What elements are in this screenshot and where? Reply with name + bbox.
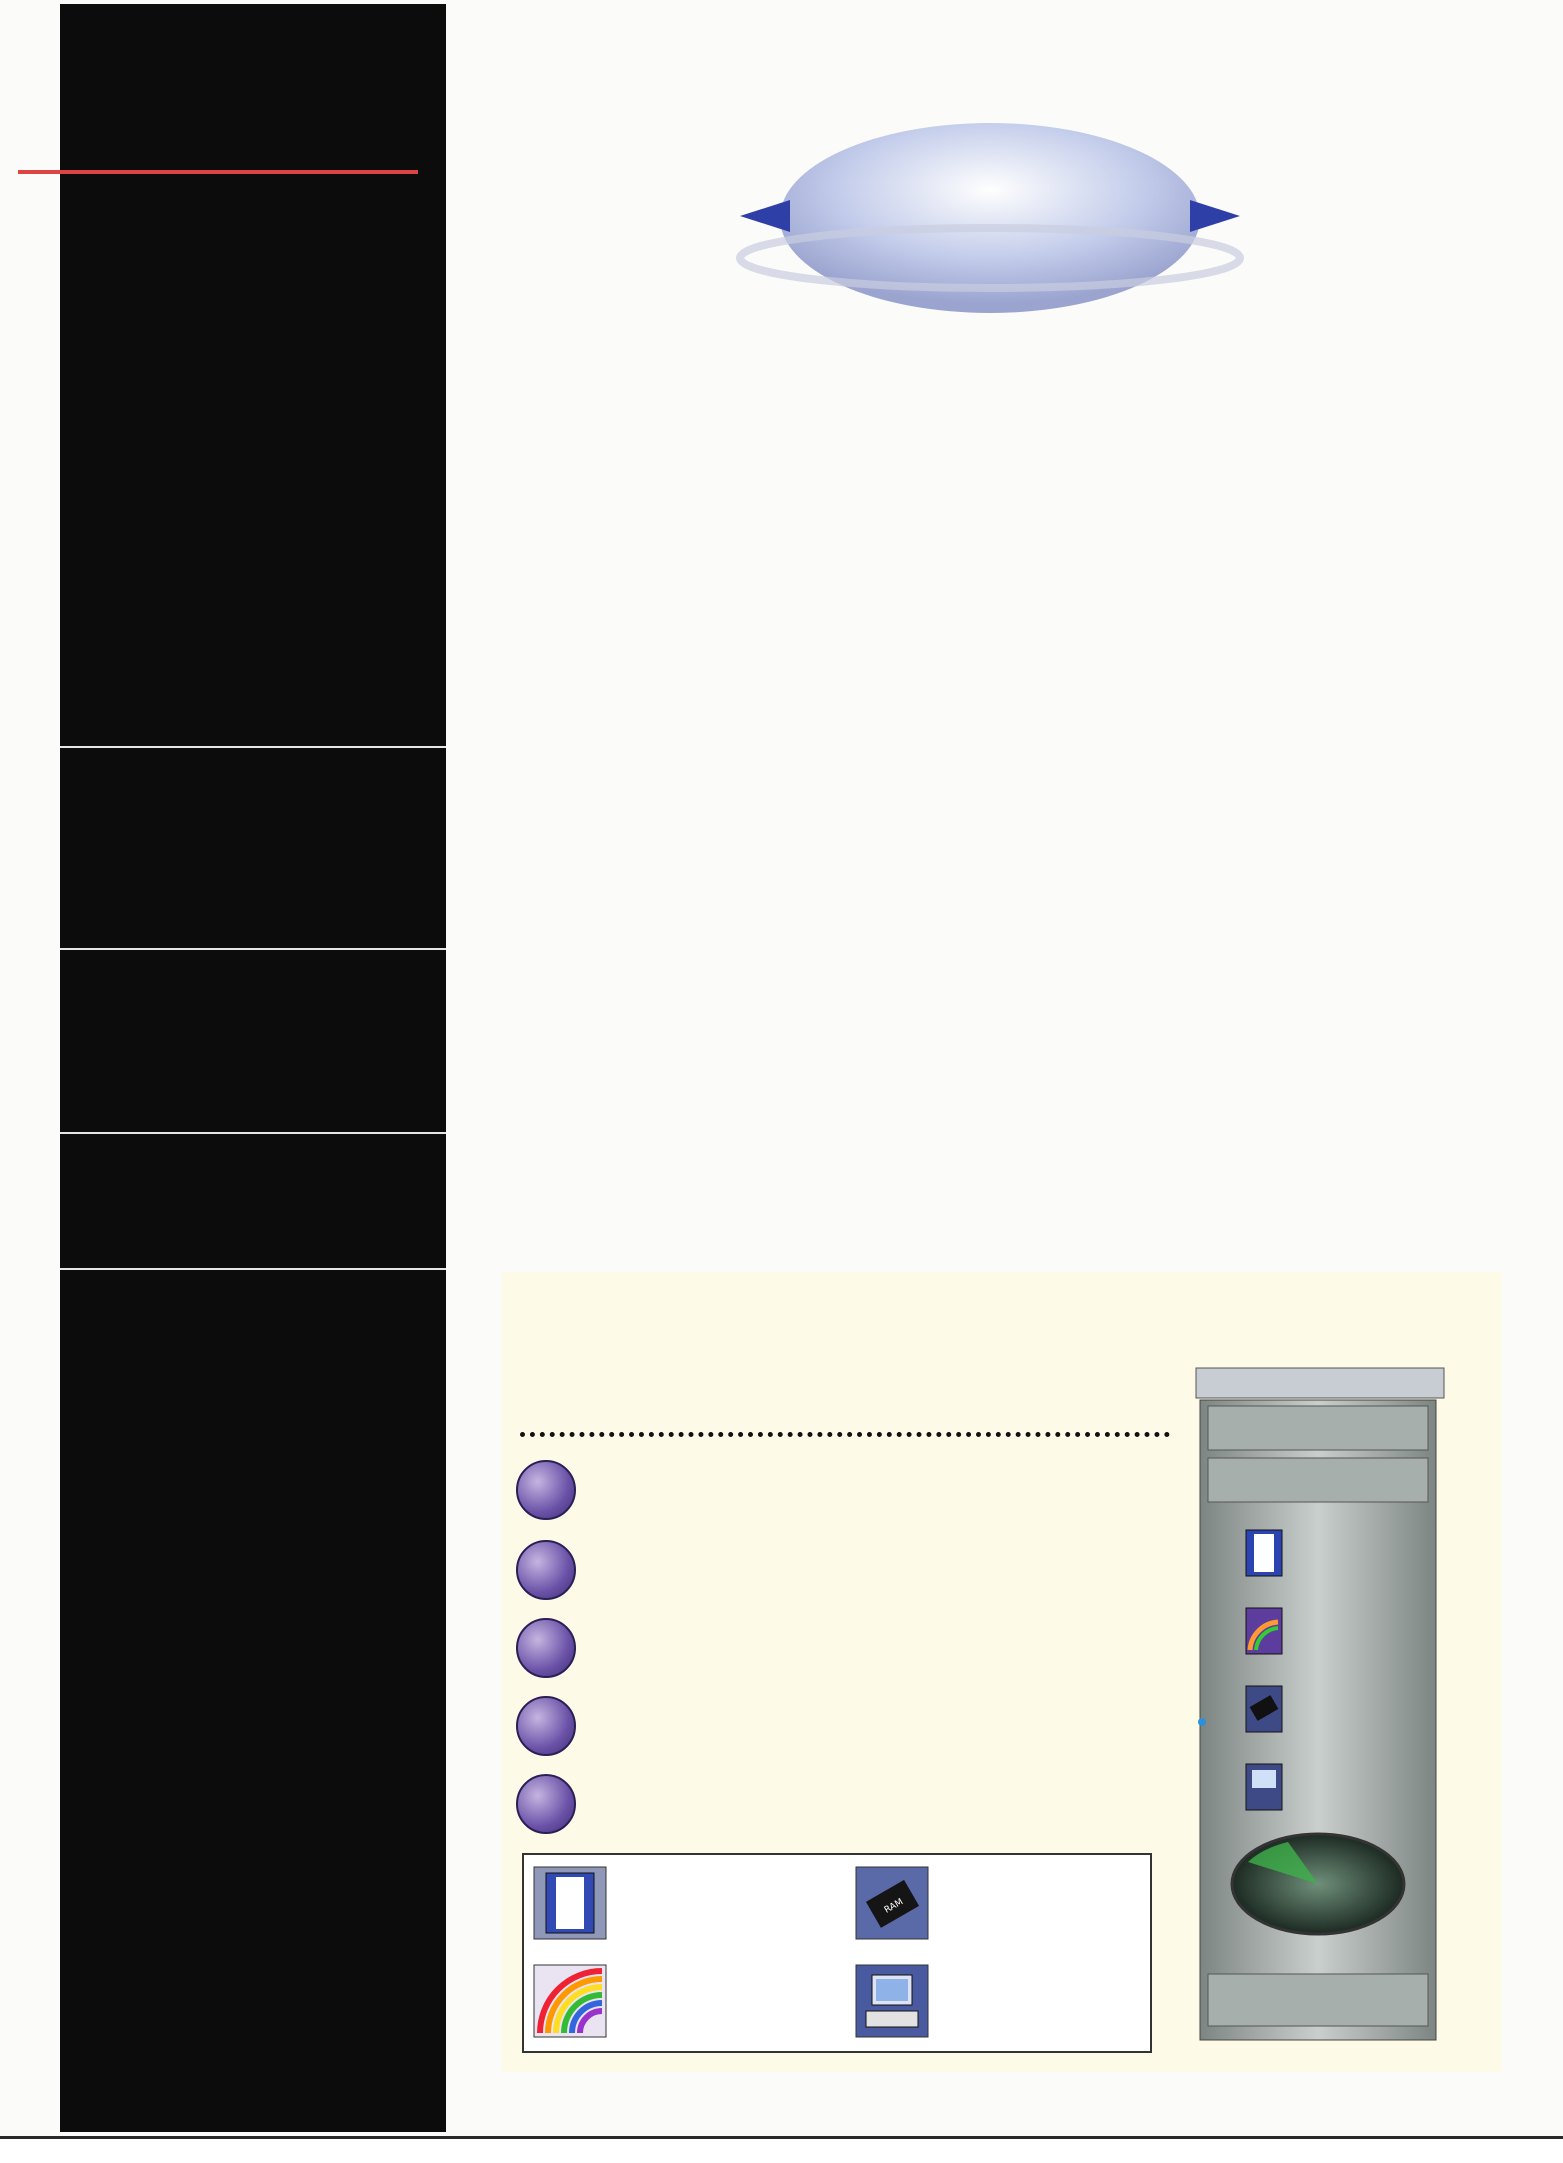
slot-1 — [1208, 1406, 1428, 1450]
page-edge — [0, 2136, 1563, 2163]
legend-ram — [846, 1861, 1146, 1951]
graphics-card-icon — [532, 1963, 608, 2039]
slot-5 — [1208, 1974, 1428, 2026]
requirements-legend — [522, 1853, 1152, 2053]
ficha-item-3 — [516, 1614, 1166, 1684]
dotted-divider — [520, 1432, 1170, 1445]
ficha-item-4 — [516, 1692, 1166, 1762]
processor-icon-inner — [1254, 1534, 1274, 1572]
number-badge — [516, 1774, 576, 1834]
ficha-subtitle-plate — [1196, 1368, 1444, 1398]
number-badge — [516, 1540, 576, 1600]
status-led-icon — [1198, 1718, 1206, 1726]
legend-graphics — [524, 1959, 824, 2049]
number-badge — [516, 1618, 576, 1678]
ficha-tecnica-device — [1190, 1290, 1450, 2050]
ficha-item-1 — [516, 1456, 1166, 1526]
legend-hard-disk — [846, 1959, 1146, 2049]
pc-player-logo — [0, 88, 438, 178]
number-badge — [516, 1460, 576, 1520]
sumario-logo — [720, 108, 1260, 338]
number-badge — [516, 1696, 576, 1756]
divider — [60, 1268, 446, 1270]
logo-underline — [18, 170, 418, 174]
svg-text:RAM: RAM — [882, 1897, 906, 1916]
arrow-left-icon — [740, 200, 790, 232]
slot-2 — [1208, 1458, 1428, 1502]
ficha-item-2 — [516, 1536, 1166, 1606]
editorial-text — [510, 418, 1460, 450]
ram-chip-icon — [854, 1865, 930, 1941]
arrow-right-icon — [1190, 200, 1240, 232]
processor-icon — [532, 1865, 608, 1941]
divider — [60, 948, 446, 950]
masthead-column — [60, 4, 446, 2132]
divider — [60, 1132, 446, 1134]
divider — [60, 746, 446, 748]
ficha-item-5 — [516, 1770, 1166, 1840]
hard-disk-computer-icon — [854, 1963, 930, 2039]
legend-processor — [524, 1861, 824, 1951]
